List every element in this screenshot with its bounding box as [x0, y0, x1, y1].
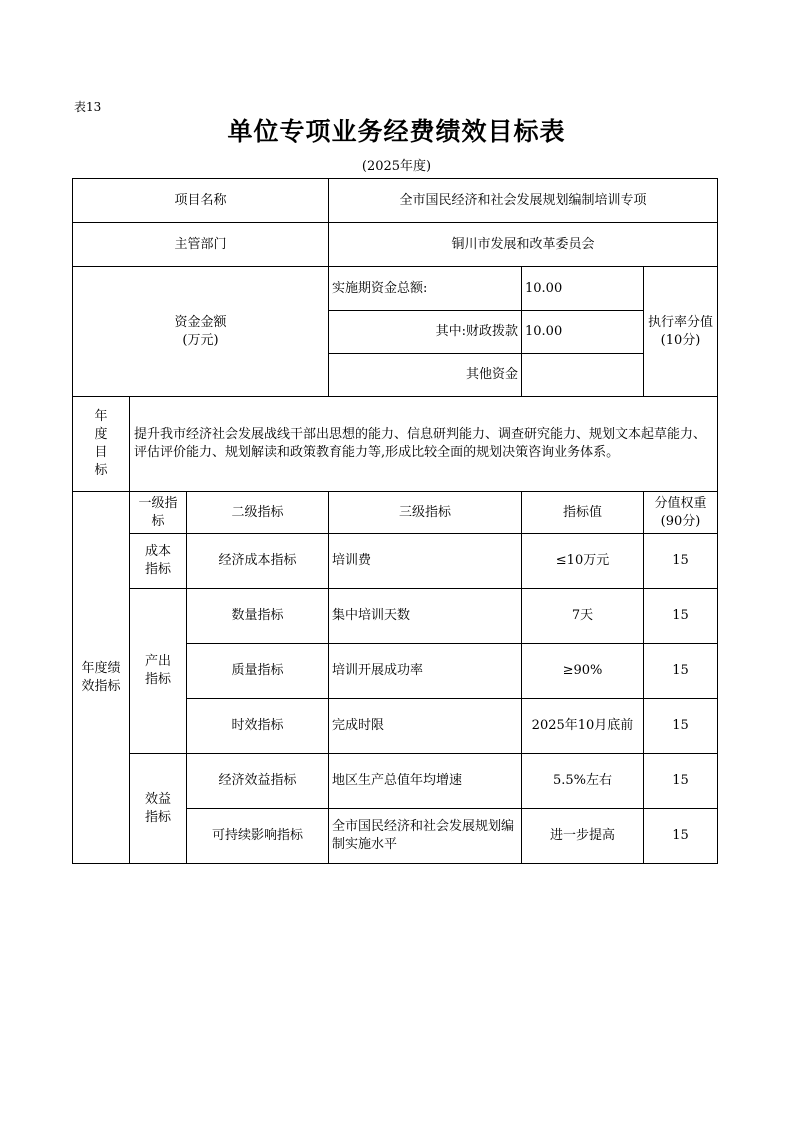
- level3-cell: 培训开展成功率: [329, 644, 522, 699]
- level2-cell: 可持续影响指标: [187, 809, 329, 864]
- group-line1: 效益: [144, 791, 171, 807]
- table-row: [73, 754, 718, 809]
- level3-cell: 培训费: [329, 534, 522, 589]
- header-weight-line1: 分值权重: [654, 495, 707, 511]
- header-value: 指标值: [522, 492, 644, 534]
- level2-cell: 质量指标: [187, 644, 329, 699]
- level2-cell: 时效指标: [187, 699, 329, 754]
- project-name-value: 全市国民经济和社会发展规划编制培训专项: [329, 179, 718, 223]
- section-label-line2: 效指标: [81, 678, 121, 694]
- value-cell: ≤10万元: [522, 534, 644, 589]
- weight-cell: 15: [644, 699, 718, 754]
- section-label-line1: 年度绩: [81, 660, 121, 676]
- page-title: 单位专项业务经费绩效目标表: [227, 117, 566, 146]
- funds-label: [73, 267, 329, 397]
- table-row: [73, 534, 718, 589]
- funds-total-label: 实施期资金总额:: [329, 267, 522, 311]
- group-benefit: [130, 754, 187, 864]
- group-line2: 指标: [144, 809, 171, 825]
- project-name-row: [73, 179, 718, 223]
- execution-rate-score: [644, 267, 718, 397]
- year-label: (2025年度): [361, 159, 432, 174]
- value-cell: 7天: [522, 589, 644, 644]
- header-level1: 一级指标: [130, 492, 187, 534]
- level3-cell: 完成时限: [329, 699, 522, 754]
- weight-cell: 15: [644, 809, 718, 864]
- funds-total-row: [73, 267, 718, 311]
- weight-cell: 15: [644, 754, 718, 809]
- value-cell: 5.5%左右: [522, 754, 644, 809]
- performance-target-table: [72, 178, 718, 864]
- header-level3: 三级指标: [329, 492, 522, 534]
- funds-fiscal-value: 10.00: [522, 311, 644, 354]
- level3-cell: 地区生产总值年均增速: [329, 754, 522, 809]
- weight-cell: 15: [644, 589, 718, 644]
- header-weight: [644, 492, 718, 534]
- group-line1: 产出: [144, 654, 171, 669]
- annual-goal-label: [73, 397, 130, 492]
- header-weight-line2: (90分): [660, 513, 701, 529]
- level2-cell: 经济成本指标: [187, 534, 329, 589]
- department-label: 主管部门: [73, 223, 329, 267]
- annual-goal-row: [73, 397, 718, 492]
- funds-label-line1: 资金金额: [174, 314, 227, 330]
- goal-label-char: 度: [94, 427, 108, 442]
- value-cell: 2025年10月底前: [522, 699, 644, 754]
- indicator-section-label: [73, 492, 130, 864]
- goal-label-char: 年: [94, 409, 108, 424]
- department-row: [73, 223, 718, 267]
- annual-goal-text: 提升我市经济社会发展战线干部出思想的能力、信息研判能力、调查研究能力、规划文本起草能力、评估评价能力、规划解读和政策教育能力等,形成比较全面的规划决策咨询业务体系。: [130, 397, 718, 492]
- indicator-header-row: [73, 492, 718, 534]
- group-cost: [130, 534, 187, 589]
- funds-other-label: 其他资金: [329, 354, 522, 397]
- funds-other-value: [522, 354, 644, 397]
- header-level2: 二级指标: [187, 492, 329, 534]
- funds-total-value: 10.00: [522, 267, 644, 311]
- funds-label-line2: (万元): [182, 332, 219, 348]
- goal-label-char: 标: [94, 463, 108, 478]
- level2-cell: 经济效益指标: [187, 754, 329, 809]
- group-line2: 指标: [144, 672, 171, 687]
- table-number: 表13: [74, 100, 102, 114]
- project-name-label: 项目名称: [73, 179, 329, 223]
- department-value: 铜川市发展和改革委员会: [329, 223, 718, 267]
- group-line1: 成本: [144, 544, 171, 559]
- group-output: [130, 589, 187, 754]
- level3-cell: 集中培训天数: [329, 589, 522, 644]
- table-row: [73, 589, 718, 644]
- funds-fiscal-label: 其中:财政拨款: [329, 311, 522, 354]
- level2-cell: 数量指标: [187, 589, 329, 644]
- group-line2: 指标: [144, 562, 171, 577]
- value-cell: 进一步提高: [522, 809, 644, 864]
- execution-rate-line1: 执行率分值: [647, 314, 713, 330]
- weight-cell: 15: [644, 644, 718, 699]
- goal-label-char: 目: [94, 445, 108, 460]
- value-cell: ≥90%: [522, 644, 644, 699]
- weight-cell: 15: [644, 534, 718, 589]
- level3-cell: 全市国民经济和社会发展规划编制实施水平: [329, 809, 522, 864]
- execution-rate-line2: (10分): [660, 332, 701, 348]
